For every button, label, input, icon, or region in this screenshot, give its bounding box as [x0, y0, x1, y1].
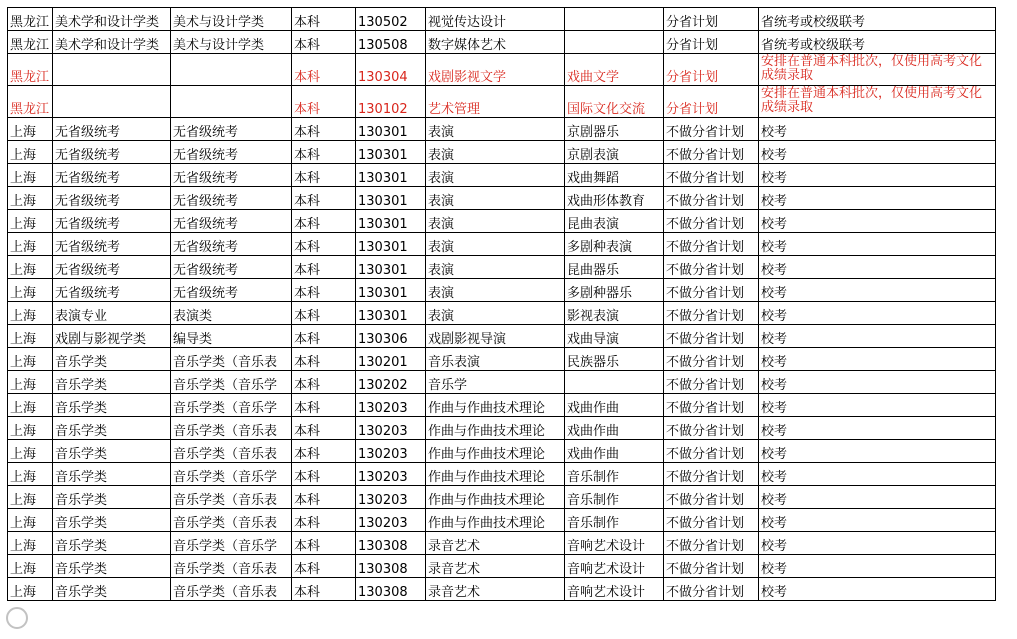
table-row [8, 532, 996, 555]
table-row [8, 578, 996, 601]
plan-cell: 不做分省计划 [664, 210, 759, 233]
table-row [8, 256, 996, 279]
table-row [8, 118, 996, 141]
table-row [8, 187, 996, 210]
exam-method-cell: 省统考或校级联考 [759, 8, 996, 31]
watermark [6, 603, 166, 633]
major-name-cell: 戏剧影视文学 [426, 54, 565, 86]
direction-cell: 戏曲文学 [565, 54, 664, 86]
table-row [8, 233, 996, 256]
direction-cell: 昆曲器乐 [565, 256, 664, 279]
level-cell: 本科 [292, 86, 356, 118]
plan-cell: 不做分省计划 [664, 302, 759, 325]
major-code-cell: 130301 [356, 210, 426, 233]
exam-category-cell: 无省级统考 [171, 118, 292, 141]
exam-category-cell: 音乐学类（音乐表 [171, 440, 292, 463]
province-cell: 上海 [8, 463, 53, 486]
table-row [8, 325, 996, 348]
exam-category-cell [171, 54, 292, 86]
exam-category-cell: 音乐学类（音乐表 [171, 486, 292, 509]
plan-cell: 不做分省计划 [664, 187, 759, 210]
major-code-cell: 130203 [356, 417, 426, 440]
direction-cell: 音乐制作 [565, 486, 664, 509]
major-code-cell: 130301 [356, 118, 426, 141]
category-cell [53, 54, 171, 86]
table-row [8, 417, 996, 440]
category-cell: 音乐学类 [53, 463, 171, 486]
major-name-cell: 戏剧影视导演 [426, 325, 565, 348]
plan-cell: 不做分省计划 [664, 417, 759, 440]
direction-cell: 音乐制作 [565, 463, 664, 486]
exam-category-cell: 音乐学类（音乐学 [171, 532, 292, 555]
table-row [8, 555, 996, 578]
level-cell: 本科 [292, 394, 356, 417]
exam-category-cell: 表演类 [171, 302, 292, 325]
exam-method-cell: 校考 [759, 233, 996, 256]
direction-cell: 音响艺术设计 [565, 578, 664, 601]
major-code-cell: 130301 [356, 141, 426, 164]
major-code-cell: 130308 [356, 555, 426, 578]
major-code-cell: 130508 [356, 31, 426, 54]
exam-method-cell: 安排在普通本科批次，仅使用高考文化成绩录取 [759, 54, 996, 86]
exam-method-cell: 校考 [759, 371, 996, 394]
exam-category-cell: 无省级统考 [171, 164, 292, 187]
exam-method-cell: 校考 [759, 486, 996, 509]
level-cell: 本科 [292, 463, 356, 486]
major-name-cell: 表演 [426, 233, 565, 256]
plan-cell: 不做分省计划 [664, 141, 759, 164]
table-row [8, 164, 996, 187]
direction-cell: 国际文化交流 [565, 86, 664, 118]
province-cell: 上海 [8, 486, 53, 509]
province-cell: 上海 [8, 394, 53, 417]
exam-method-cell: 校考 [759, 187, 996, 210]
major-name-cell: 作曲与作曲技术理论 [426, 417, 565, 440]
major-name-cell: 录音艺术 [426, 555, 565, 578]
plan-cell: 不做分省计划 [664, 279, 759, 302]
category-cell: 音乐学类 [53, 532, 171, 555]
exam-method-cell: 校考 [759, 417, 996, 440]
province-cell: 上海 [8, 578, 53, 601]
province-cell: 黑龙江 [8, 86, 53, 118]
exam-method-cell: 校考 [759, 118, 996, 141]
exam-category-cell: 音乐学类（音乐学 [171, 463, 292, 486]
table-row [8, 440, 996, 463]
plan-cell: 不做分省计划 [664, 325, 759, 348]
category-cell: 音乐学类 [53, 555, 171, 578]
province-cell: 上海 [8, 233, 53, 256]
major-code-cell: 130301 [356, 187, 426, 210]
plan-cell: 不做分省计划 [664, 371, 759, 394]
level-cell: 本科 [292, 187, 356, 210]
level-cell: 本科 [292, 486, 356, 509]
major-code-cell: 130201 [356, 348, 426, 371]
direction-cell: 戏曲舞蹈 [565, 164, 664, 187]
table-row [8, 8, 996, 31]
level-cell: 本科 [292, 509, 356, 532]
direction-cell: 戏曲作曲 [565, 394, 664, 417]
exam-method-cell: 安排在普通本科批次，仅使用高考文化成绩录取 [759, 86, 996, 118]
major-name-cell: 艺术管理 [426, 86, 565, 118]
province-cell: 上海 [8, 256, 53, 279]
major-code-cell: 130308 [356, 532, 426, 555]
direction-cell [565, 371, 664, 394]
admissions-table [7, 7, 996, 601]
plan-cell: 不做分省计划 [664, 578, 759, 601]
province-cell: 上海 [8, 371, 53, 394]
plan-cell: 分省计划 [664, 31, 759, 54]
category-cell: 美术学和设计学类 [53, 8, 171, 31]
level-cell: 本科 [292, 302, 356, 325]
category-cell: 音乐学类 [53, 394, 171, 417]
province-cell: 上海 [8, 417, 53, 440]
major-code-cell: 130102 [356, 86, 426, 118]
plan-cell: 不做分省计划 [664, 509, 759, 532]
category-cell: 音乐学类 [53, 509, 171, 532]
major-code-cell: 130203 [356, 440, 426, 463]
major-code-cell: 130301 [356, 233, 426, 256]
category-cell [53, 86, 171, 118]
major-name-cell: 录音艺术 [426, 532, 565, 555]
level-cell: 本科 [292, 348, 356, 371]
watermark-logo-icon [6, 607, 28, 629]
province-cell: 上海 [8, 532, 53, 555]
exam-category-cell: 无省级统考 [171, 210, 292, 233]
direction-cell: 戏曲形体教育 [565, 187, 664, 210]
category-cell: 音乐学类 [53, 371, 171, 394]
level-cell: 本科 [292, 279, 356, 302]
table-row [8, 31, 996, 54]
province-cell: 上海 [8, 141, 53, 164]
category-cell: 音乐学类 [53, 348, 171, 371]
category-cell: 无省级统考 [53, 210, 171, 233]
category-cell: 无省级统考 [53, 164, 171, 187]
category-cell: 无省级统考 [53, 118, 171, 141]
category-cell: 无省级统考 [53, 141, 171, 164]
table-row [8, 509, 996, 532]
plan-cell: 分省计划 [664, 54, 759, 86]
exam-category-cell: 编导类 [171, 325, 292, 348]
province-cell: 上海 [8, 555, 53, 578]
category-cell: 无省级统考 [53, 233, 171, 256]
plan-cell: 不做分省计划 [664, 118, 759, 141]
exam-method-cell: 省统考或校级联考 [759, 31, 996, 54]
direction-cell: 影视表演 [565, 302, 664, 325]
table-row [8, 86, 996, 118]
category-cell: 戏剧与影视学类 [53, 325, 171, 348]
exam-category-cell: 无省级统考 [171, 187, 292, 210]
level-cell: 本科 [292, 141, 356, 164]
exam-method-cell: 校考 [759, 509, 996, 532]
direction-cell: 音乐制作 [565, 509, 664, 532]
exam-method-cell: 校考 [759, 532, 996, 555]
province-cell: 上海 [8, 187, 53, 210]
category-cell: 无省级统考 [53, 279, 171, 302]
major-code-cell: 130301 [356, 302, 426, 325]
exam-category-cell: 音乐学类（音乐表 [171, 348, 292, 371]
major-name-cell: 表演 [426, 187, 565, 210]
major-name-cell: 表演 [426, 279, 565, 302]
plan-cell: 不做分省计划 [664, 256, 759, 279]
major-name-cell: 作曲与作曲技术理论 [426, 486, 565, 509]
table-row [8, 141, 996, 164]
plan-cell: 不做分省计划 [664, 532, 759, 555]
exam-category-cell: 音乐学类（音乐表 [171, 555, 292, 578]
category-cell: 美术学和设计学类 [53, 31, 171, 54]
category-cell: 音乐学类 [53, 578, 171, 601]
province-cell: 黑龙江 [8, 54, 53, 86]
table-row [8, 54, 996, 86]
table-row [8, 302, 996, 325]
province-cell: 上海 [8, 118, 53, 141]
table-row [8, 394, 996, 417]
level-cell: 本科 [292, 118, 356, 141]
province-cell: 黑龙江 [8, 31, 53, 54]
exam-category-cell: 美术与设计学类 [171, 8, 292, 31]
exam-method-cell: 校考 [759, 210, 996, 233]
level-cell: 本科 [292, 555, 356, 578]
category-cell: 音乐学类 [53, 440, 171, 463]
province-cell: 上海 [8, 302, 53, 325]
exam-method-cell: 校考 [759, 555, 996, 578]
table-row [8, 348, 996, 371]
table-row [8, 463, 996, 486]
direction-cell: 音响艺术设计 [565, 555, 664, 578]
category-cell: 表演专业 [53, 302, 171, 325]
province-cell: 上海 [8, 210, 53, 233]
province-cell: 上海 [8, 325, 53, 348]
plan-cell: 不做分省计划 [664, 164, 759, 187]
plan-cell: 不做分省计划 [664, 463, 759, 486]
direction-cell [565, 31, 664, 54]
level-cell: 本科 [292, 210, 356, 233]
level-cell: 本科 [292, 8, 356, 31]
level-cell: 本科 [292, 54, 356, 86]
plan-cell: 分省计划 [664, 8, 759, 31]
major-name-cell: 表演 [426, 302, 565, 325]
category-cell: 无省级统考 [53, 256, 171, 279]
exam-method-cell: 校考 [759, 141, 996, 164]
table-row [8, 210, 996, 233]
direction-cell: 戏曲作曲 [565, 417, 664, 440]
major-code-cell: 130502 [356, 8, 426, 31]
table-row [8, 371, 996, 394]
major-name-cell: 表演 [426, 210, 565, 233]
exam-category-cell: 音乐学类（音乐学 [171, 394, 292, 417]
province-cell: 上海 [8, 279, 53, 302]
direction-cell [565, 8, 664, 31]
direction-cell: 昆曲表演 [565, 210, 664, 233]
plan-cell: 不做分省计划 [664, 486, 759, 509]
level-cell: 本科 [292, 417, 356, 440]
major-name-cell: 音乐表演 [426, 348, 565, 371]
category-cell: 无省级统考 [53, 187, 171, 210]
exam-method-cell: 校考 [759, 325, 996, 348]
major-name-cell: 表演 [426, 256, 565, 279]
exam-category-cell: 无省级统考 [171, 256, 292, 279]
province-cell: 上海 [8, 440, 53, 463]
major-code-cell: 130301 [356, 279, 426, 302]
plan-cell: 不做分省计划 [664, 233, 759, 256]
major-name-cell: 表演 [426, 164, 565, 187]
major-code-cell: 130308 [356, 578, 426, 601]
direction-cell: 戏曲导演 [565, 325, 664, 348]
exam-method-cell: 校考 [759, 302, 996, 325]
level-cell: 本科 [292, 256, 356, 279]
level-cell: 本科 [292, 164, 356, 187]
exam-method-cell: 校考 [759, 463, 996, 486]
major-name-cell: 数字媒体艺术 [426, 31, 565, 54]
exam-category-cell [171, 86, 292, 118]
major-code-cell: 130301 [356, 256, 426, 279]
exam-method-cell: 校考 [759, 578, 996, 601]
exam-method-cell: 校考 [759, 279, 996, 302]
major-name-cell: 音乐学 [426, 371, 565, 394]
major-code-cell: 130304 [356, 54, 426, 86]
category-cell: 音乐学类 [53, 417, 171, 440]
major-name-cell: 表演 [426, 118, 565, 141]
direction-cell: 京剧器乐 [565, 118, 664, 141]
province-cell: 上海 [8, 164, 53, 187]
direction-cell: 民族器乐 [565, 348, 664, 371]
level-cell: 本科 [292, 371, 356, 394]
direction-cell: 音响艺术设计 [565, 532, 664, 555]
major-name-cell: 表演 [426, 141, 565, 164]
exam-category-cell: 无省级统考 [171, 141, 292, 164]
level-cell: 本科 [292, 325, 356, 348]
level-cell: 本科 [292, 233, 356, 256]
province-cell: 上海 [8, 348, 53, 371]
exam-method-cell: 校考 [759, 348, 996, 371]
table-row [8, 279, 996, 302]
major-code-cell: 130301 [356, 164, 426, 187]
level-cell: 本科 [292, 31, 356, 54]
direction-cell: 京剧表演 [565, 141, 664, 164]
major-code-cell: 130203 [356, 509, 426, 532]
plan-cell: 不做分省计划 [664, 440, 759, 463]
major-code-cell: 130203 [356, 394, 426, 417]
exam-category-cell: 无省级统考 [171, 279, 292, 302]
exam-method-cell: 校考 [759, 394, 996, 417]
province-cell: 黑龙江 [8, 8, 53, 31]
major-name-cell: 视觉传达设计 [426, 8, 565, 31]
major-code-cell: 130203 [356, 463, 426, 486]
major-name-cell: 录音艺术 [426, 578, 565, 601]
category-cell: 音乐学类 [53, 486, 171, 509]
major-name-cell: 作曲与作曲技术理论 [426, 463, 565, 486]
table-row [8, 486, 996, 509]
exam-method-cell: 校考 [759, 164, 996, 187]
plan-cell: 分省计划 [664, 86, 759, 118]
plan-cell: 不做分省计划 [664, 555, 759, 578]
exam-category-cell: 美术与设计学类 [171, 31, 292, 54]
plan-cell: 不做分省计划 [664, 394, 759, 417]
exam-category-cell: 音乐学类（音乐表 [171, 578, 292, 601]
major-name-cell: 作曲与作曲技术理论 [426, 394, 565, 417]
province-cell: 上海 [8, 509, 53, 532]
level-cell: 本科 [292, 440, 356, 463]
major-name-cell: 作曲与作曲技术理论 [426, 509, 565, 532]
major-code-cell: 130202 [356, 371, 426, 394]
exam-category-cell: 音乐学类（音乐表 [171, 509, 292, 532]
direction-cell: 多剧种表演 [565, 233, 664, 256]
direction-cell: 多剧种器乐 [565, 279, 664, 302]
direction-cell: 戏曲作曲 [565, 440, 664, 463]
level-cell: 本科 [292, 532, 356, 555]
exam-method-cell: 校考 [759, 256, 996, 279]
plan-cell: 不做分省计划 [664, 348, 759, 371]
exam-category-cell: 音乐学类（音乐表 [171, 417, 292, 440]
exam-category-cell: 无省级统考 [171, 233, 292, 256]
exam-method-cell: 校考 [759, 440, 996, 463]
major-code-cell: 130203 [356, 486, 426, 509]
exam-category-cell: 音乐学类（音乐学 [171, 371, 292, 394]
major-code-cell: 130306 [356, 325, 426, 348]
level-cell: 本科 [292, 578, 356, 601]
major-name-cell: 作曲与作曲技术理论 [426, 440, 565, 463]
